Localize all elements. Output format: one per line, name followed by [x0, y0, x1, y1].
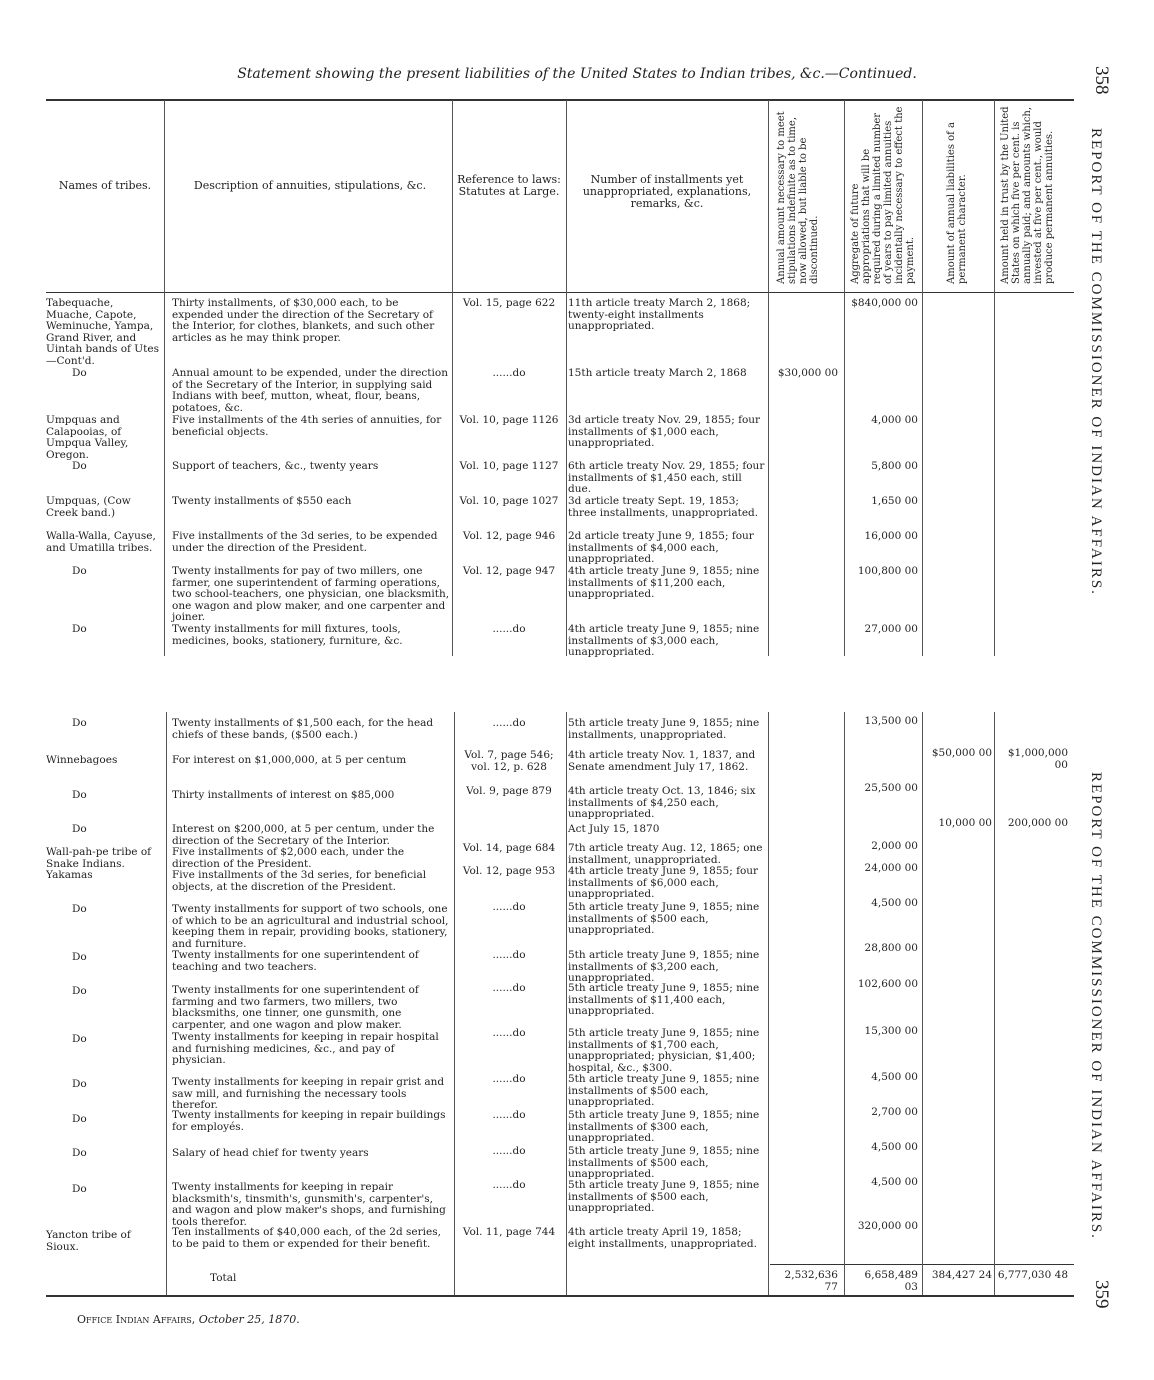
tribe-name: Do: [72, 717, 87, 729]
reference: ......do: [492, 717, 526, 729]
tribe-name: Do: [72, 903, 87, 915]
amount-aggregate: 27,000 00: [864, 623, 918, 635]
installments: 5th article treaty June 9, 1855; nine installments, unappropriated.: [568, 717, 760, 741]
installments: 5th article treaty June 9, 1855; nine installments of $300 each, unappropriated.: [568, 1109, 760, 1144]
reference: ......do: [492, 901, 526, 913]
installments: 4th article treaty June 9, 1855; four installments of $6,000 each, unappropriated.: [568, 865, 759, 900]
description: Five installments of $2,000 each, under the direction of the President.: [172, 846, 405, 870]
description: Twenty installments of $1,500 each, for the head chiefs of these bands, ($500 each.): [172, 717, 434, 741]
tribe-name: Do: [72, 1078, 87, 1090]
installments: 11th article treaty March 2, 1868; twenty-eight installments unappropriated.: [568, 297, 751, 332]
description: Twenty installments for one superintendent of farming and two farmers, two millers, two blacksmiths, one tinner, one gunsmith, one carpenter, and one wagon and plow maker.: [172, 984, 419, 1031]
installments: 15th article treaty March 2, 1868: [568, 367, 747, 379]
col-rule: [166, 712, 167, 1295]
amount-aggregate: 1,650 00: [871, 495, 918, 507]
table-bottom-rule: [46, 1295, 1074, 1297]
installments: 5th article treaty June 9, 1855; nine installments of $500 each, unappropriated.: [568, 1145, 760, 1180]
reference: ......do: [492, 982, 526, 994]
col-rule: [994, 100, 995, 656]
table-top-rule: [46, 99, 1074, 101]
installments: 6th article treaty Nov. 29, 1855; four installments of $1,450 each, still due.: [568, 460, 765, 495]
header-bottom-rule: [46, 292, 1074, 293]
amount-aggregate: 100,800 00: [857, 565, 918, 577]
amount-aggregate: 24,000 00: [864, 862, 918, 874]
col-rule: [452, 100, 453, 656]
amount-aggregate: 13,500 00: [864, 715, 918, 727]
description: Twenty installments for mill fixtures, tools, medicines, books, stationery, furniture, &c.: [172, 623, 403, 647]
description: Five installments of the 4th series of annuities, for beneficial objects.: [172, 414, 442, 438]
page-number-bottom: 359: [1091, 1280, 1112, 1309]
tribe-name: Do: [72, 1113, 87, 1125]
col-rule: [454, 712, 455, 1295]
amount-aggregate: 16,000 00: [864, 530, 918, 542]
col-rule: [922, 100, 923, 656]
tribe-name: Walla-Walla, Cayuse, and Umatilla tribes.: [46, 530, 156, 554]
description: Interest on $200,000, at 5 per centum, under the direction of the Secretary of the Interior.: [172, 823, 435, 847]
total-trust: 6,777,030 48: [997, 1269, 1068, 1281]
tribe-name: Do: [72, 367, 87, 379]
reference: Vol. 14, page 684: [462, 842, 556, 854]
amount-aggregate: 15,300 00: [864, 1025, 918, 1037]
amount-aggregate: 320,000 00: [857, 1220, 918, 1232]
description: Twenty installments for keeping in repair grist and saw mill, and furnishing the necessary tools therefor.: [172, 1076, 445, 1111]
col-rule: [164, 100, 165, 656]
description: Five installments of the 3d series, for beneficial objects, at the discretion of the President.: [172, 869, 427, 893]
description: Twenty installments for support of two schools, one of which to be an agricultural and industrial school, keeping them in repair, providing books, stationery, and furniture.: [172, 903, 449, 950]
col-rule: [844, 712, 845, 1295]
installments: 5th article treaty June 9, 1855; nine installments of $1,700 each, unappropriated; physician, $1,400; hospital, &c., $300.: [568, 1027, 760, 1074]
description: Support of teachers, &c., twenty years: [172, 460, 379, 472]
description: Twenty installments for keeping in repair blacksmith's, tinsmith's, gunsmith's, carpenter's, and wagon and plow maker's shops, and furnishing tools therefor.: [172, 1181, 446, 1228]
description: Thirty installments, of $30,000 each, to be expended under the direction of the Secretary of the Interior, for clothes, blankets, and such other articles as he may think proper.: [172, 297, 435, 344]
description: Ten installments of $40,000 each, of the 2d series, to be paid to them or expended for their benefit.: [172, 1226, 441, 1250]
installments: 4th article treaty Nov. 1, 1837, and Senate amendment July 17, 1862.: [568, 749, 756, 773]
installments: Act July 15, 1870: [568, 823, 660, 835]
col-rule: [844, 100, 845, 656]
description: Twenty installments for keeping in repair hospital and furnishing medicines, &c., and pay of physician.: [172, 1031, 439, 1066]
amount-trust: $1,000,000 00: [1007, 747, 1068, 771]
reference: Vol. 10, page 1027: [459, 495, 559, 507]
amount-aggregate: 4,000 00: [871, 414, 918, 426]
amount-permanent: 10,000 00: [938, 817, 992, 829]
col-rule: [566, 712, 567, 1295]
tribe-name: Do: [72, 789, 87, 801]
tribe-name: Do: [72, 460, 87, 472]
description: Annual amount to be expended, under the direction of the Secretary of the Interior, in supplying said Indians with beef, mutton, wheat, flour, beans, potatoes, &c.: [172, 367, 448, 414]
footer-signature: [77, 1313, 300, 1326]
installments: 4th article treaty April 19, 1858; eight installments, unappropriated.: [568, 1226, 757, 1250]
installments: 4th article treaty Oct. 13, 1846; six installments of $4,250 each, unappropriated.: [568, 785, 756, 820]
reference: ......do: [492, 1027, 526, 1039]
reference: ......do: [492, 367, 526, 379]
amount-aggregate: 28,800 00: [864, 942, 918, 954]
total-aggregate: 6,658,489 03: [864, 1269, 918, 1293]
description: Twenty installments for one superintendent of teaching and two teachers.: [172, 949, 419, 973]
tribe-name: Yakamas: [46, 869, 93, 881]
description: Salary of head chief for twenty years: [172, 1147, 369, 1159]
installments: 3d article treaty Nov. 29, 1855; four installments of $1,000 each, unappropriated.: [568, 414, 761, 449]
description: Twenty installments for keeping in repair buildings for employés.: [172, 1109, 446, 1133]
amount-permanent: $50,000 00: [931, 747, 992, 759]
reference: Vol. 12, page 953: [462, 865, 556, 877]
reference: Vol. 11, page 744: [462, 1226, 556, 1238]
amount-annual: $30,000 00: [777, 367, 838, 379]
tribe-name: Do: [72, 985, 87, 997]
installments: 5th article treaty June 9, 1855; nine installments of $500 each, unappropriated.: [568, 1179, 760, 1214]
reference: ......do: [492, 1073, 526, 1085]
tribe-name: Do: [72, 1183, 87, 1195]
reference: Vol. 7, page 546; vol. 12, p. 628: [464, 749, 554, 773]
reference: ......do: [492, 949, 526, 961]
header-tribes: Names of tribes.: [58, 179, 152, 192]
installments: 7th article treaty Aug. 12, 1865; one installment, unappropriated.: [568, 842, 763, 866]
amount-aggregate: 25,500 00: [864, 782, 918, 794]
header-reference: Reference to laws: Statutes at Large.: [457, 173, 561, 198]
page-number-top: 358: [1091, 66, 1112, 95]
amount-aggregate: 2,000 00: [871, 840, 918, 852]
total-permanent: 384,427 24: [931, 1269, 992, 1281]
reference: Vol. 15, page 622: [462, 297, 556, 309]
header-aggregate: Aggregate of future appropriations that will be required during a limited number of years to pay limited annuities incidentally necessary to effect the payment.: [850, 106, 916, 284]
header-permanent: Amount of annual liabilities of a permanent character.: [946, 122, 968, 284]
col-rule: [994, 712, 995, 1295]
installments: 4th article treaty June 9, 1855; nine installments of $11,200 each, unappropriated.: [568, 565, 760, 600]
page-title: Statement showing the present liabilities of the United States to Indian tribes, &c.—Continued.: [237, 66, 917, 82]
reference: ......do: [492, 1179, 526, 1191]
tribe-name: Winnebagoes: [46, 754, 118, 766]
installments: 5th article treaty June 9, 1855; nine installments of $500 each, unappropriated.: [568, 901, 760, 936]
header-annual-amount: Annual amount necessary to meet stipulations indefinite as to time, now allowed, but liable to be discontinued.: [776, 111, 820, 284]
total-annual: 2,532,636 77: [784, 1269, 838, 1293]
amount-aggregate: 4,500 00: [871, 1176, 918, 1188]
col-rule: [922, 712, 923, 1295]
installments: 2d article treaty June 9, 1855; four installments of $4,000 each, unappropriated.: [568, 530, 754, 565]
amount-aggregate: 4,500 00: [871, 1071, 918, 1083]
reference: ......do: [492, 623, 526, 635]
description: For interest on $1,000,000, at 5 per centum: [172, 754, 407, 766]
running-head-top: REPORT OF THE COMMISSIONER OF INDIAN AFFAIRS.: [1088, 128, 1104, 596]
col-rule: [768, 100, 769, 656]
description: Twenty installments of $550 each: [172, 495, 352, 507]
header-description: Description of annuities, stipulations, &c.: [193, 179, 427, 192]
reference: Vol. 12, page 946: [462, 530, 556, 542]
footer-office: Office Indian Affairs,: [77, 1313, 196, 1326]
installments: 5th article treaty June 9, 1855; nine installments of $500 each, unappropriated.: [568, 1073, 760, 1108]
header-trust: Amount held in trust by the United States on which five per cent. is annually paid; and amounts which, invested at five per cent., would produce permanent annuities.: [1000, 106, 1055, 284]
installments: 5th article treaty June 9, 1855; nine installments of $11,400 each, unappropriated.: [568, 982, 760, 1017]
total-label: Total: [210, 1272, 237, 1284]
description: Five installments of the 3d series, to be expended under the direction of the President.: [172, 530, 438, 554]
installments: 5th article treaty June 9, 1855; nine installments of $3,200 each, unappropriated.: [568, 949, 760, 984]
footer-date: October 25, 1870.: [198, 1313, 300, 1326]
amount-aggregate: $840,000 00: [851, 297, 918, 309]
amount-aggregate: 102,600 00: [857, 978, 918, 990]
tribe-name: Do: [72, 1147, 87, 1159]
tribe-name: Do: [72, 823, 87, 835]
tribe-name: Yancton tribe of Sioux.: [46, 1229, 131, 1253]
amount-aggregate: 2,700 00: [871, 1106, 918, 1118]
reference: Vol. 10, page 1126: [459, 414, 559, 426]
col-rule: [768, 712, 769, 1295]
amount-aggregate: 4,500 00: [871, 1141, 918, 1153]
reference: Vol. 9, page 879: [466, 785, 552, 797]
reference: Vol. 10, page 1127: [459, 460, 559, 472]
tribe-name: Umpquas and Calapooias, of Umpqua Valley, Oregon.: [46, 414, 129, 461]
tribe-name: Do: [72, 565, 87, 577]
col-rule: [566, 100, 567, 656]
tribe-name: Umpquas, (Cow Creek band.): [46, 495, 131, 519]
reference: Vol. 12, page 947: [462, 565, 556, 577]
installments: 3d article treaty Sept. 19, 1853; three installments, unappropriated.: [568, 495, 759, 519]
description: Twenty installments for pay of two millers, one farmer, one superintendent of farming operations, two school-teachers, one physician, one blacksmith, one wagon and plow maker, and one carpenter and joiner.: [172, 565, 450, 623]
installments: 4th article treaty June 9, 1855; nine installments of $3,000 each, unappropriated.: [568, 623, 760, 658]
tribe-name: Tabequache, Muache, Capote, Weminuche, Yampa, Grand River, and Uintah bands of Utes—Cont'd.: [46, 297, 159, 367]
running-head-bottom: REPORT OF THE COMMISSIONER OF INDIAN AFFAIRS.: [1088, 772, 1104, 1240]
amount-aggregate: 4,500 00: [871, 897, 918, 909]
amount-trust: 200,000 00: [1007, 817, 1068, 829]
tribe-name: Do: [72, 951, 87, 963]
reference: ......do: [492, 1109, 526, 1121]
header-installments: Number of installments yet unappropriated, explanations, remarks, &c.: [582, 173, 752, 210]
description: Thirty installments of interest on $85,000: [172, 789, 395, 801]
tribe-name: Do: [72, 1033, 87, 1045]
amount-aggregate: 5,800 00: [871, 460, 918, 472]
reference: ......do: [492, 1145, 526, 1157]
tribe-name: Do: [72, 623, 87, 635]
tribe-name: Wall-pah-pe tribe of Snake Indians.: [46, 846, 152, 870]
